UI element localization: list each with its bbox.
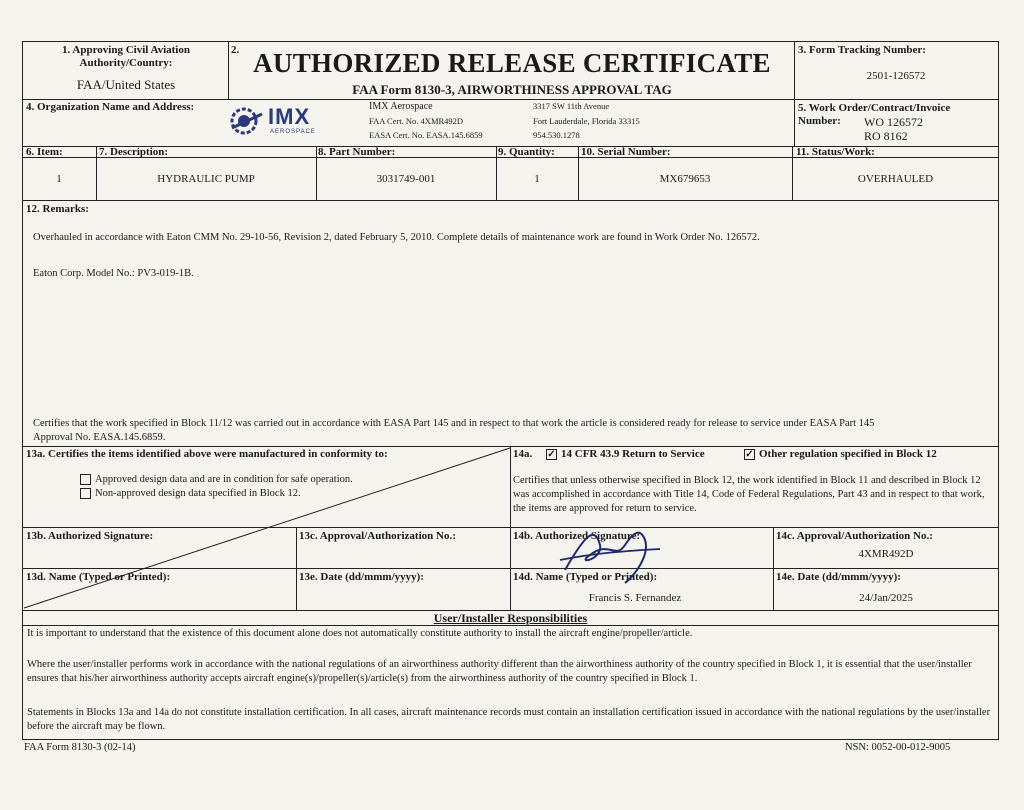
block14a-text: Certifies that unless otherwise specified in Block 12, the work identified in Block 11 and described in Block 12 was accomplished in accordance with Title 14, Code of Federal Regulations, Part 43 and in respect to that work, the items are approved for return to service.	[513, 475, 985, 514]
col-description-header: 7. Description:	[99, 146, 169, 158]
block1-label: 1. Approving Civil Aviation	[62, 44, 190, 56]
org-faa-cert: FAA Cert. No. 4XMR492D	[369, 116, 464, 126]
block13d-label: 13d. Name (Typed or Printed):	[26, 571, 171, 583]
option-other-regulation[interactable]	[744, 448, 937, 460]
block14c-label: 14c. Approval/Authorization No.:	[776, 530, 933, 542]
responsibilities-p1: It is important to understand that the existence of this document alone does not automatically constitute authority to install the aircraft engine/propeller/article.	[27, 628, 693, 639]
divider	[22, 99, 999, 100]
logo-wordmark: IMX	[268, 104, 311, 129]
remarks-certify-1: Certifies that the work specified in Block 11/12 was carried out in accordance with EASA Part 145 and in respect to that work the article is considered ready for release to service under EASA Part 145	[33, 418, 875, 429]
divider	[794, 41, 795, 147]
non-approved-design-text: Non-approved design data specified in Block 12.	[95, 488, 301, 499]
col-item-header: 6. Item:	[26, 146, 63, 158]
responsibilities-title: User/Installer Responsibilities	[433, 611, 588, 625]
responsibilities-p3: Statements in Blocks 13a and 14a do not constitute installation certification. In all cases, aircraft maintenance records must contain an installation certification issued in accordance with the national regulations by the user/installer before the aircraft may be flown.	[27, 707, 991, 732]
signer-name-value: Francis S. Fernandez	[588, 592, 682, 604]
org-name: IMX Aerospace	[369, 101, 433, 112]
block4-label: 4. Organization Name and Address:	[26, 101, 195, 113]
date-value: 24/Jan/2025	[859, 592, 913, 604]
org-address-2: Fort Lauderdale, Florida 33315	[533, 116, 640, 126]
14cfr-text: 14 CFR 43.9 Return to Service	[561, 448, 705, 460]
logo-subtext: AEROSPACE	[270, 129, 316, 135]
repair-order-number: RO 8162	[864, 129, 908, 143]
col-qty-header: 9. Quantity:	[498, 146, 555, 158]
approved-design-text: Approved design data and are in condition for safe operation.	[95, 474, 353, 485]
other-regulation-checkbox[interactable]: ✓	[745, 448, 754, 460]
org-address-1: 3317 SW 11th Avenue	[533, 101, 610, 111]
form-version: FAA Form 8130-3 (02-14)	[24, 742, 136, 753]
part-number-value: 3031749-001	[376, 173, 436, 185]
col-serial-header: 10. Serial Number:	[581, 146, 671, 158]
divider	[22, 200, 999, 201]
divider	[22, 625, 999, 626]
col-part-header: 8. Part Number:	[318, 146, 396, 158]
gear-logo-icon	[228, 106, 268, 136]
block14e-label: 14e. Date (dd/mmm/yyyy):	[776, 571, 901, 583]
quantity-value: 1	[534, 173, 540, 185]
block5-label-2: Number:	[798, 115, 841, 127]
remarks-line-1: Overhauled in accordance with Eaton CMM No. 29-10-56, Revision 2, dated February 5, 2010. Complete details of maintenance work are found in Work Order No. 126572.	[33, 232, 760, 243]
approval-number-value: 4XMR492D	[858, 548, 914, 560]
other-regulation-text: Other regulation specified in Block 12	[759, 448, 937, 460]
block14b-label: 14b. Authorized Signature:	[513, 530, 641, 542]
block13e-label: 13e. Date (dd/mmm/yyyy):	[299, 571, 424, 583]
responsibilities-p2: Where the user/installer performs work in accordance with the national regulations of an airworthiness authority different than the airworthiness authority of the country specified in Block 1, it is essential that the user/installer ensures that his/her airworthiness authority accepts aircraft engine(s)/propeller(s)/article(s) from the airworthiness authority of the country specified in Block 1.	[27, 659, 972, 684]
block3-label: 3. Form Tracking Number:	[798, 44, 926, 56]
block14a-label: 14a.	[513, 448, 533, 460]
handwritten-signature	[555, 515, 665, 585]
org-easa-cert: EASA Cert. No. EASA.145.6859	[369, 130, 483, 140]
block1-label-2: Authority/Country:	[79, 57, 173, 69]
item-value: 1	[56, 173, 62, 185]
remarks-certify-2: Approval No. EASA.145.6859.	[33, 432, 166, 443]
description-value: HYDRAULIC PUMP	[157, 173, 255, 185]
block5-label: 5. Work Order/Contract/Invoice	[798, 102, 951, 114]
divider	[228, 41, 229, 99]
nsn-number: NSN: 0052-00-012-9005	[845, 742, 951, 753]
form-subtitle: FAA Form 8130-3, AIRWORTHINESS APPROVAL TAG	[352, 82, 672, 97]
block2-label: 2.	[231, 44, 240, 56]
block13-void-line	[22, 446, 512, 610]
col-status-header: 11. Status/Work:	[796, 146, 875, 158]
status-value: OVERHAULED	[857, 173, 934, 185]
option-14cfr[interactable]	[546, 448, 705, 460]
block13a-label: 13a. Certifies the items identified above were manufactured in conformity to:	[26, 448, 388, 460]
org-phone: 954.530.1278	[533, 130, 580, 140]
14cfr-checkbox[interactable]: ✓	[547, 448, 556, 460]
form-title: AUTHORIZED RELEASE CERTIFICATE	[253, 48, 771, 78]
block13b-label: 13b. Authorized Signature:	[26, 530, 154, 542]
work-order-number: WO 126572	[864, 115, 923, 129]
block12-label: 12. Remarks:	[26, 203, 89, 215]
remarks-line-2: Eaton Corp. Model No.: PV3-019-1B.	[33, 268, 194, 279]
block1-value: FAA/United States	[76, 77, 176, 92]
imx-logo	[228, 106, 268, 141]
serial-number-value: MX679653	[659, 173, 711, 185]
block13c-label: 13c. Approval/Authorization No.:	[299, 530, 456, 542]
tracking-number: 2501-126572	[866, 70, 926, 82]
block14d-label: 14d. Name (Typed or Printed):	[513, 571, 658, 583]
